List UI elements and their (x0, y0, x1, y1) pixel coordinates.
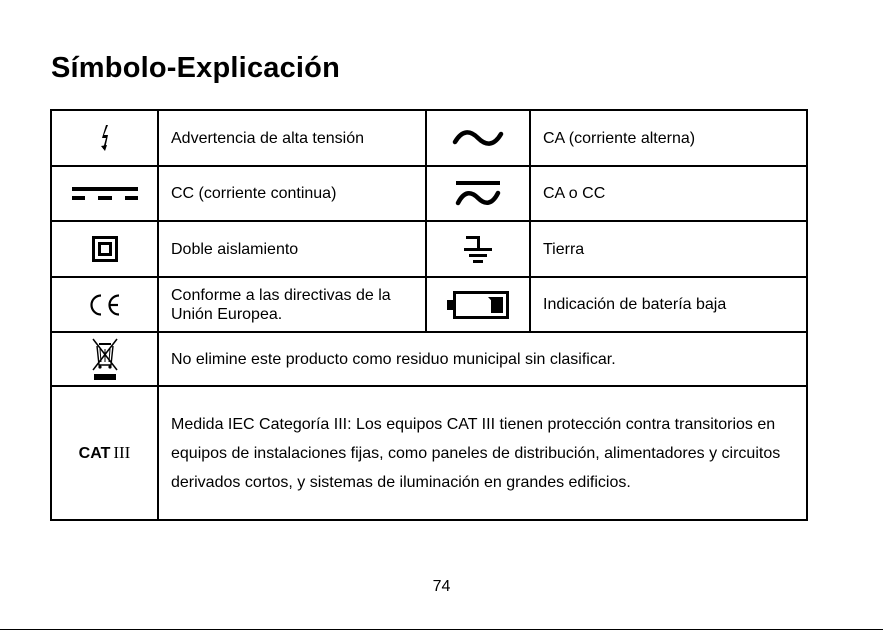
ac-dc-cell (426, 166, 530, 221)
dc-lines-icon (72, 185, 138, 203)
table-row (51, 277, 807, 332)
dc-label: CC (corriente continua) (158, 166, 426, 221)
high-voltage-label: Advertencia de alta tensión (158, 110, 426, 166)
dc-cell (51, 166, 158, 221)
ac-label: CA (corriente alterna) (530, 110, 807, 166)
table-row (51, 332, 807, 386)
crossed-bin-icon (90, 336, 120, 382)
double-square-icon (92, 236, 118, 262)
ac-dc-icon (454, 179, 502, 209)
ce-mark-label: Conforme a las directivas de la Unión Europea. (158, 277, 426, 332)
symbol-table (50, 109, 808, 521)
ce-mark-cell (51, 277, 158, 332)
page-number: 74 (432, 578, 451, 595)
weee-cell (51, 332, 158, 386)
high-voltage-cell (51, 110, 158, 166)
ac-dc-label: CA o CC (530, 166, 807, 221)
ground-cell (426, 221, 530, 277)
page-title: Símbolo-Explicación (51, 52, 341, 84)
table-row (51, 386, 807, 520)
bottom-divider (0, 629, 883, 630)
ac-cell (426, 110, 530, 166)
battery-low-icon (447, 291, 509, 319)
low-battery-label: Indicación de batería baja (530, 277, 807, 332)
table-row (51, 110, 807, 166)
cat-roman-numeral: III (113, 443, 131, 462)
cat-iii-description: Medida IEC Categoría III: Los equipos CAT III tienen protección contra transitorios en equipos de instalaciones fijas, como paneles de distribución, alimentadores y circuitos derivados cortos, y sistemas de iluminación en grandes edificios. (158, 386, 807, 520)
tilde-wave-icon (452, 128, 504, 148)
ground-label: Tierra (530, 221, 807, 277)
ground-icon (463, 234, 493, 264)
lightning-bolt-icon (98, 124, 112, 152)
low-battery-cell (426, 277, 530, 332)
cat-iii-cell (51, 386, 158, 520)
table-row (51, 166, 807, 221)
double-insulation-label: Doble aislamiento (158, 221, 426, 277)
table-row (51, 221, 807, 277)
cat-label: CAT (78, 445, 111, 462)
ce-mark-icon (87, 293, 123, 317)
weee-label: No elimine este producto como residuo municipal sin clasificar. (158, 332, 807, 386)
double-insulation-cell (51, 221, 158, 277)
